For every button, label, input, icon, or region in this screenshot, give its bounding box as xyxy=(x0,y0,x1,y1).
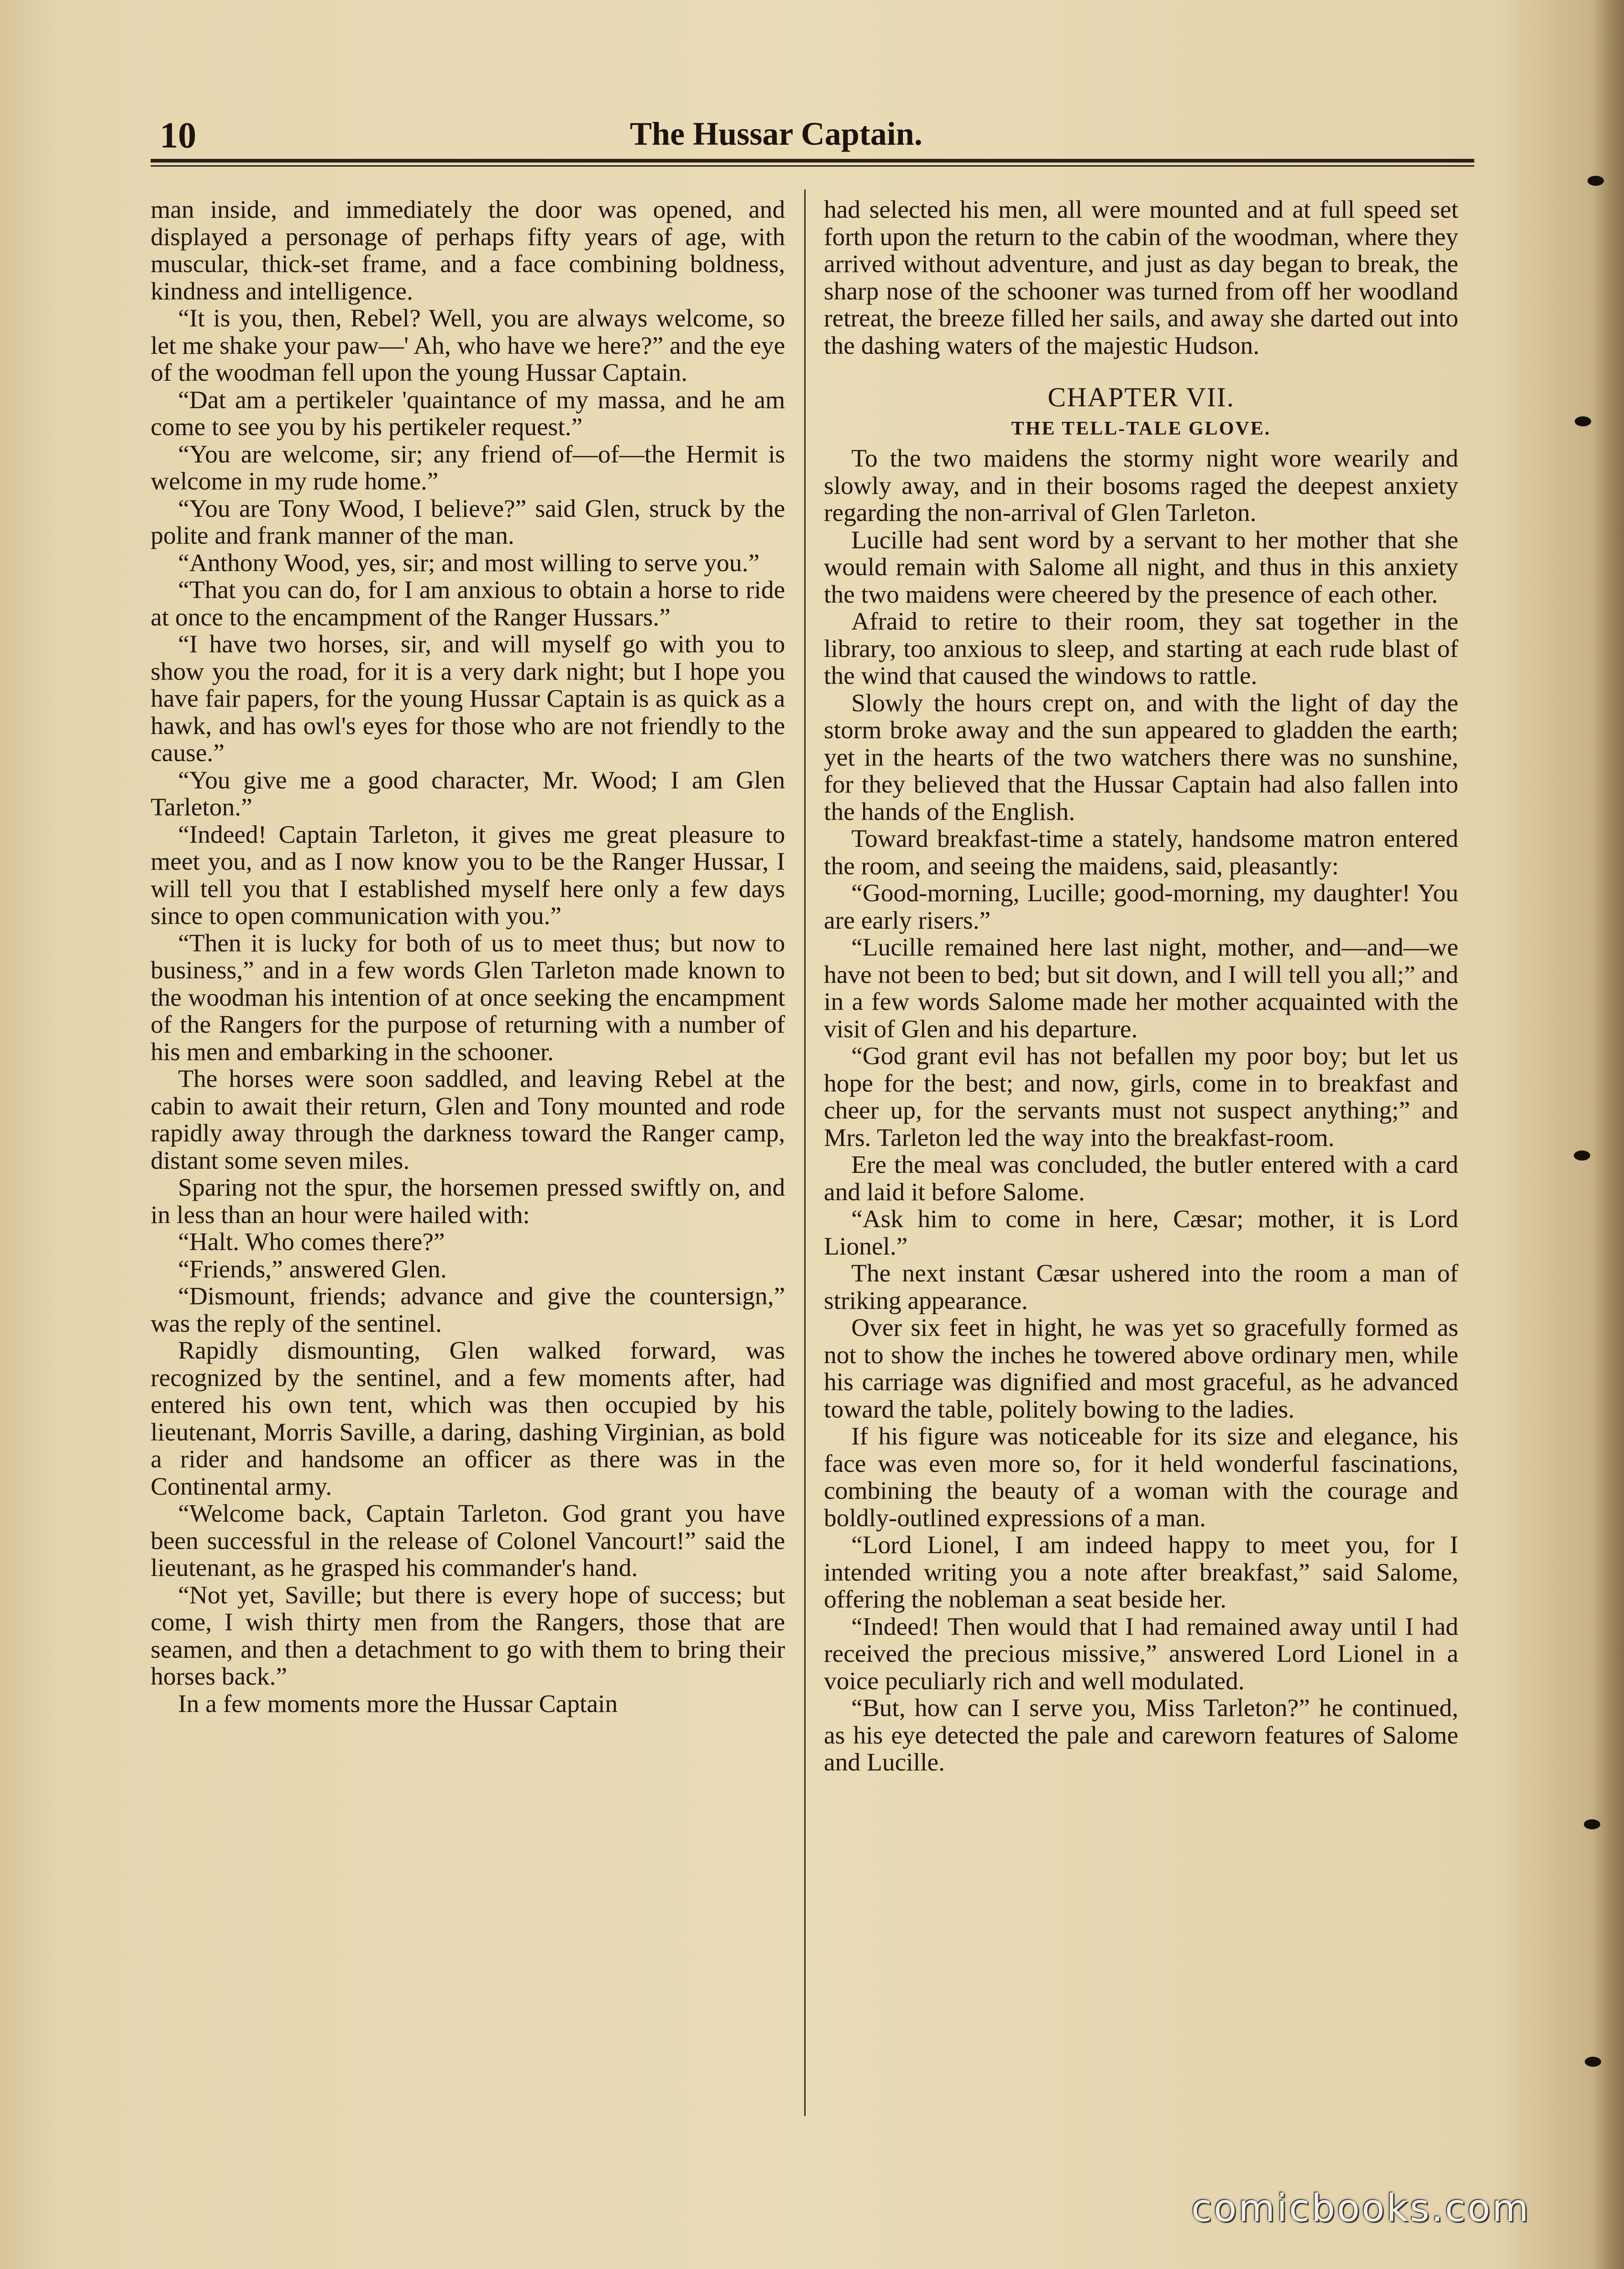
text-column-right xyxy=(824,196,1458,1776)
paragraph: “Then it is lucky for both of us to meet thus; but now to business,” and in a few words Glen Tarleton made known to the woodman his intention of at once seeking the encampment of the Rangers for the purpose of returning with a number of his men and embarking in the schooner. xyxy=(151,929,785,1066)
paragraph: “Lord Lionel, I am indeed happy to meet you, for I intended writing you a note after breakfast,” said Salome, offering the nobleman a seat beside her. xyxy=(824,1531,1458,1613)
running-title: The Hussar Captain. xyxy=(630,116,922,152)
paragraph: “Halt. Who comes there?” xyxy=(178,1228,445,1256)
header-rule-thin xyxy=(151,165,1474,167)
paragraph: “You are Tony Wood, I believe?” said Glen, struck by the polite and frank manner of the man. xyxy=(151,494,785,550)
paragraph: To the two maidens the stormy night wore wearily and slowly away, and in their bosoms raged the deepest anxiety regarding the non-arrival of Glen Tarleton. xyxy=(824,445,1458,527)
chapter-heading: CHAPTER VII. xyxy=(1048,382,1235,412)
paragraph: “God grant evil has not befallen my poor boy; but let us hope for the best; and now, girls, come in to breakfast and cheer up, for the servants must not suspect anything;” and Mrs. Tarleton led the way into the breakfast-room. xyxy=(824,1042,1458,1152)
paragraph: “Indeed! Captain Tarleton, it gives me great pleasure to meet you, and as I now know you to be the Ranger Hussar, I will tell you that I established myself here only a few days since to open communication with you.” xyxy=(151,820,785,930)
binding-hole xyxy=(1585,2057,1601,2067)
paragraph: Afraid to retire to their room, they sat together in the library, too anxious to sleep, and starting at each rude blast of the wind that caused the windows to rattle. xyxy=(824,608,1458,690)
paragraph: “Friends,” answered Glen. xyxy=(178,1255,447,1283)
paragraph: man inside, and immediately the door was opened, and displayed a personage of perhaps fifty years of age, with muscular, thick-set frame, and a face combining boldness, kindness and intelligence. xyxy=(151,196,785,305)
paragraph: The horses were soon saddled, and leaving Rebel at the cabin to await their return, Glen and Tony mounted and rode rapidly away through the darkness toward the Ranger camp, distant some seven miles. xyxy=(151,1065,785,1175)
page-number: 10 xyxy=(160,116,196,156)
paragraph: “Good-morning, Lucille; good-morning, my daughter! You are early risers.” xyxy=(824,879,1458,935)
header-rule xyxy=(151,159,1474,163)
paragraph: “Indeed! Then would that I had remained away until I had received the precious missive,” answered Lord Lionel in a voice peculiarly rich and well modulated. xyxy=(824,1612,1458,1695)
paragraph: Slowly the hours crept on, and with the light of day the storm broke away and the sun appeared to gladden the earth; yet in the hearts of the two watchers there was no sunshine, for they believed that the Hussar Captain had also fallen into the hands of the English. xyxy=(824,689,1458,826)
paragraph: “I have two horses, sir, and will myself go with you to show you the road, for it is a very dark night; but I hope you have fair papers, for the young Hussar Captain is as quick as a hawk, and has owl's eyes for those who are not friendly to the cause.” xyxy=(151,630,785,767)
paragraph: had selected his men, all were mounted and at full speed set forth upon the return to the cabin of the woodman, where they arrived without adventure, and just as day began to break, the sharp nose of the schooner was turned from off her woodland retreat, the breeze filled her sails, and away she darted out into the dashing waters of the majestic Hudson. xyxy=(824,196,1458,360)
binding-hole xyxy=(1584,1819,1600,1829)
paragraph: In a few moments more the Hussar Captain xyxy=(178,1690,618,1718)
paragraph: “Lucille remained here last night, mother, and—and—we have not been to bed; but sit down, and I will tell you all;” and in a few words Salome made her mother acquainted with the visit of Glen and his departure. xyxy=(824,934,1458,1043)
chapter-subtitle: THE TELL-TALE GLOVE. xyxy=(1011,418,1271,439)
page-header xyxy=(151,110,1474,173)
site-watermark: comicbooks.com xyxy=(1191,2187,1530,2230)
paragraph: “Not yet, Saville; but there is every hope of success; but come, I wish thirty men from the Rangers, those that are seamen, and then a detachment to go with them to bring their horses back.” xyxy=(151,1581,785,1691)
paragraph: “But, how can I serve you, Miss Tarleton?” he continued, as his eye detected the pale and careworn features of Salome and Lucille. xyxy=(824,1694,1458,1776)
paragraph: If his figure was noticeable for its size and elegance, his face was even more so, for it held wonderful fascinations, combining the beauty of a woman with the courage and boldly-outlined expressions of a man. xyxy=(824,1423,1458,1532)
paragraph: Sparing not the spur, the horsemen pressed swiftly on, and in less than an hour were hailed with: xyxy=(151,1174,785,1229)
paragraph: “Anthony Wood, yes, sir; and most willing to serve you.” xyxy=(178,549,760,577)
paragraph: “Dismount, friends; advance and give the countersign,” was the reply of the sentinel. xyxy=(151,1282,785,1338)
paragraph: “Ask him to come in here, Cæsar; mother, it is Lord Lionel.” xyxy=(824,1205,1458,1261)
paragraph: “You are welcome, sir; any friend of—of—the Hermit is welcome in my rude home.” xyxy=(151,440,785,495)
paragraph: The next instant Cæsar ushered into the room a man of striking appearance. xyxy=(824,1260,1458,1315)
paragraph: “Welcome back, Captain Tarleton. God grant you have been successful in the release of Colonel Vancourt!” said the lieutenant, as he grasped his commander's hand. xyxy=(151,1500,785,1582)
paragraph: “It is you, then, Rebel? Well, you are always welcome, so let me shake your paw—' Ah, who have we here?” and the eye of the woodman fell upon the young Hussar Captain. xyxy=(151,305,785,387)
book-page xyxy=(151,110,1474,2137)
paragraph: Rapidly dismounting, Glen walked forward, was recognized by the sentinel, and a few moments after, had entered his own tent, which was then occupied by his lieutenant, Morris Saville, a daring, dashing Virginian, as bold a rider and handsome an officer as there was in the Continental army. xyxy=(151,1337,785,1501)
text-column-left xyxy=(151,196,785,1718)
binding-hole xyxy=(1575,416,1591,426)
column-divider xyxy=(804,189,806,2116)
paragraph: “Dat am a pertikeler 'quaintance of my massa, and he am come to see you by his pertikeler request.” xyxy=(151,386,785,441)
paragraph: Over six feet in hight, he was yet so gracefully formed as not to show the inches he towered above ordinary men, while his carriage was dignified and most graceful, as he advanced toward the table, politely bowing to the ladies. xyxy=(824,1314,1458,1423)
binding-hole xyxy=(1587,176,1604,186)
paragraph: “You give me a good character, Mr. Wood; I am Glen Tarleton.” xyxy=(151,766,785,821)
binding-edge-shadow xyxy=(1592,0,1624,2269)
paragraph: Lucille had sent word by a servant to her mother that she would remain with Salome all night, and thus in this anxiety the two maidens were cheered by the presence of each other. xyxy=(824,526,1458,609)
paragraph: “That you can do, for I am anxious to obtain a horse to ride at once to the encampment of the Ranger Hussars.” xyxy=(151,576,785,631)
paragraph: Toward breakfast-time a stately, handsome matron entered the room, and seeing the maidens, said, pleasantly: xyxy=(824,825,1458,880)
paragraph: Ere the meal was concluded, the butler entered with a card and laid it before Salome. xyxy=(824,1151,1458,1206)
binding-hole xyxy=(1574,1150,1590,1161)
